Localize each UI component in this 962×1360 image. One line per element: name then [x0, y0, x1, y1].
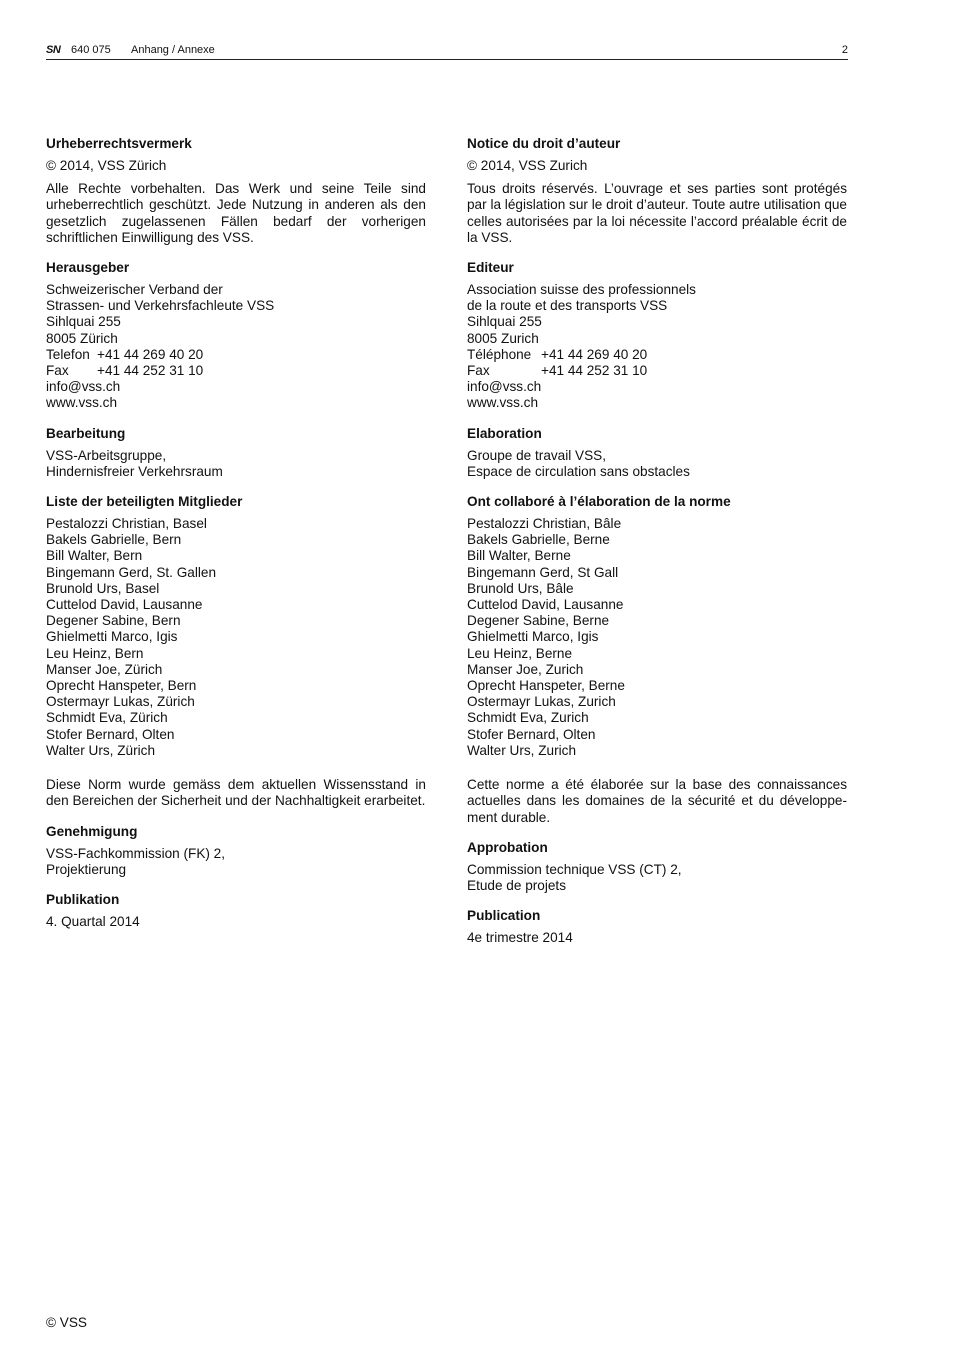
section-title: Anhang / Annexe	[131, 44, 215, 56]
editing-line: VSS-Arbeitsgruppe,	[46, 447, 167, 463]
member-item: Stofer Bernard, Olten	[467, 726, 596, 742]
approval-line: Commission technique VSS (CT) 2,	[467, 861, 682, 877]
copyright-section	[467, 136, 847, 246]
approval-section	[467, 840, 847, 894]
publisher-section	[467, 260, 847, 412]
email-link[interactable]: info@vss.ch	[467, 379, 542, 395]
section-heading: Genehmigung	[46, 823, 138, 839]
member-item: Bingemann Gerd, St Gall	[467, 564, 619, 580]
note-text: Cette norme a été élaborée sur la base des connaissances actuelles dans les domaines de la sécurité et du développement durable.	[467, 777, 847, 825]
phone-row	[467, 347, 847, 363]
member-item: Leu Heinz, Bern	[46, 645, 144, 661]
publisher-line: Strassen- und Verkehrsfachleute VSS	[46, 298, 275, 314]
editing-line: Hindernisfreier Verkehrsraum	[46, 463, 223, 479]
editing-section	[46, 426, 426, 480]
members-section	[467, 494, 847, 759]
approval-line: Projektierung	[46, 861, 127, 877]
section-heading: Publikation	[46, 891, 120, 907]
note-section	[46, 777, 426, 809]
member-item: Manser Joe, Zurich	[467, 661, 584, 677]
section-heading: Publication	[467, 908, 541, 924]
member-item: Bill Walter, Bern	[46, 548, 143, 564]
web-link[interactable]: www.vss.ch	[467, 395, 539, 411]
publisher-line: Sihlquai 255	[46, 314, 121, 330]
member-item: Schmidt Eva, Zürich	[46, 710, 168, 726]
web-link[interactable]: www.vss.ch	[46, 395, 118, 411]
member-item: Degener Sabine, Berne	[467, 613, 610, 629]
member-item: Bakels Gabrielle, Berne	[467, 532, 610, 548]
member-item: Degener Sabine, Bern	[46, 613, 181, 629]
member-item: Bakels Gabrielle, Bern	[46, 532, 182, 548]
member-item: Oprecht Hanspeter, Berne	[467, 678, 625, 694]
phone-number: +41 44 269 40 20	[97, 346, 204, 362]
member-item: Walter Urs, Zurich	[467, 742, 577, 758]
member-item: Brunold Urs, Basel	[46, 580, 160, 596]
page-header	[46, 43, 848, 60]
member-item: Bill Walter, Berne	[467, 548, 571, 564]
fax-number: +41 44 252 31 10	[541, 363, 648, 379]
publisher-line: de la route et des transports VSS	[467, 298, 668, 314]
fax-row	[467, 363, 847, 379]
phone-row	[46, 347, 426, 363]
member-item: Ostermayr Lukas, Zurich	[467, 694, 616, 710]
editing-line: Espace de circulation sans obstacles	[467, 463, 690, 479]
editing-section	[467, 426, 847, 480]
section-heading: Editeur	[467, 260, 514, 276]
phone-number: +41 44 269 40 20	[541, 346, 648, 362]
section-heading: Bearbeitung	[46, 425, 126, 441]
approval-line: VSS-Fachkommission (FK) 2,	[46, 845, 226, 861]
fax-number: +41 44 252 31 10	[97, 363, 204, 379]
member-item: Pestalozzi Christian, Basel	[46, 516, 207, 532]
standard-number: 640 075	[71, 44, 111, 56]
french-column	[467, 136, 847, 960]
section-heading: Notice du droit d’auteur	[467, 136, 621, 151]
member-item: Bingemann Gerd, St. Gallen	[46, 564, 217, 580]
editing-line: Groupe de travail VSS,	[467, 447, 607, 463]
section-heading: Approbation	[467, 839, 548, 855]
publisher-section	[46, 260, 426, 412]
publisher-line: Sihlquai 255	[467, 314, 542, 330]
member-item: Ostermayr Lukas, Zürich	[46, 694, 195, 710]
fax-label: Fax	[46, 363, 69, 379]
copyright-section	[46, 136, 426, 246]
member-item: Oprecht Hanspeter, Bern	[46, 678, 197, 694]
copyright-line: © 2014, VSS Zurich	[467, 158, 588, 173]
publication-section	[467, 908, 847, 946]
fax-row	[46, 363, 426, 379]
note-text: Diese Norm wurde gemäss dem aktuellen Wissensstand in den Bereichen der Sicherheit und der Nachhaltigkeit erarbeitet.	[46, 777, 426, 809]
page-number: 2	[841, 44, 848, 56]
fax-label: Fax	[467, 363, 490, 379]
approval-section	[46, 824, 426, 878]
note-section	[467, 777, 847, 826]
member-item: Schmidt Eva, Zurich	[467, 710, 589, 726]
sn-logo: SN	[46, 44, 61, 56]
german-column	[46, 136, 426, 944]
publication-line: 4. Quartal 2014	[46, 913, 140, 929]
member-item: Ghielmetti Marco, Igis	[467, 629, 599, 645]
publisher-line: Association suisse des professionnels	[467, 282, 696, 298]
member-item: Pestalozzi Christian, Bâle	[467, 516, 622, 532]
publication-line: 4e trimestre 2014	[467, 930, 573, 946]
publisher-line: Schweizerischer Verband der	[46, 282, 223, 298]
section-heading: Urheberrechtsvermerk	[46, 136, 192, 151]
copyright-text: Tous droits réservés. L’ouvrage et ses parties sont protégés par la législation sur le droit d’auteur. Toute autre utilisation que celles autorisées par la loi nécessite l’accord préalable écrit de la VSS.	[467, 181, 847, 245]
section-heading: Liste der beteiligten Mitglieder	[46, 494, 243, 510]
copyright-line: © 2014, VSS Zürich	[46, 158, 167, 173]
publication-section	[46, 892, 426, 930]
member-item: Brunold Urs, Bâle	[467, 580, 574, 596]
member-item: Cuttelod David, Lausanne	[46, 597, 203, 613]
publisher-line: 8005 Zürich	[46, 330, 118, 346]
member-item: Ghielmetti Marco, Igis	[46, 629, 178, 645]
member-item: Walter Urs, Zürich	[46, 742, 156, 758]
email-link[interactable]: info@vss.ch	[46, 379, 121, 395]
approval-line: Etude de projets	[467, 877, 566, 893]
footer-copyright: © VSS	[46, 1315, 87, 1330]
publisher-line: 8005 Zurich	[467, 330, 539, 346]
section-heading: Elaboration	[467, 425, 542, 441]
member-item: Leu Heinz, Berne	[467, 645, 573, 661]
section-heading: Herausgeber	[46, 260, 130, 276]
member-item: Stofer Bernard, Olten	[46, 726, 175, 742]
members-section	[46, 494, 426, 759]
member-item: Manser Joe, Zürich	[46, 661, 163, 677]
phone-label: Telefon	[46, 346, 90, 362]
member-item: Cuttelod David, Lausanne	[467, 597, 624, 613]
section-heading: Ont collaboré à l’élaboration de la norme	[467, 494, 731, 510]
copyright-text: Alle Rechte vorbehalten. Das Werk und seine Teile sind urheberrechtlich geschützt. Jede Nutzung in anderen als den gesetzlich zugelassenen Fällen bedarf der vorherigen schriftlichen Einwilligung des VSS.	[46, 181, 426, 245]
phone-label: Téléphone	[467, 346, 532, 362]
